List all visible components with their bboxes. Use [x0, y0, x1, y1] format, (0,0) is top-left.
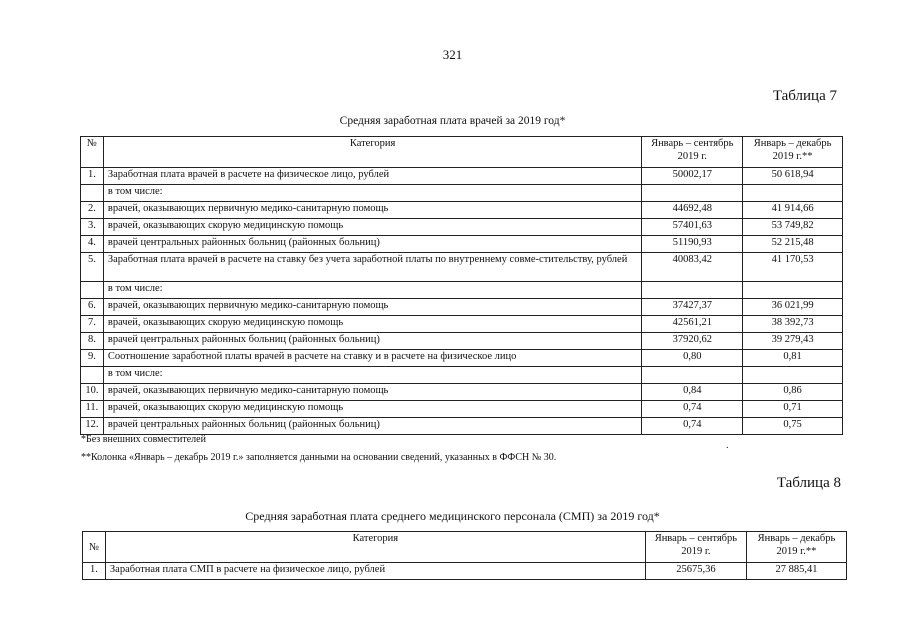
- row-category: врачей центральных районных больниц (районных больниц): [103, 333, 641, 350]
- row-category: Заработная плата врачей в расчете на ставку без учета заработной платы по внутреннему совме-стительству, рублей: [103, 253, 641, 282]
- table-7-title: Средняя заработная плата врачей за 2019 год*: [339, 115, 566, 127]
- row-value-jan-dec: 41 170,53: [743, 253, 843, 282]
- row-value-jan-dec: 0,81: [743, 350, 843, 367]
- table-row: [81, 367, 843, 384]
- table-row: [81, 384, 843, 401]
- row-value-jan-dec: 41 914,66: [743, 202, 843, 219]
- table-row: [81, 253, 843, 282]
- table-row: [81, 316, 843, 333]
- row-number: 2.: [81, 202, 104, 219]
- row-value-jan-sep: [642, 282, 743, 299]
- table-7-header-row: [81, 137, 843, 168]
- header-category: Категория: [103, 137, 641, 168]
- row-value-jan-sep: 57401,63: [642, 219, 743, 236]
- table-row: [83, 563, 847, 580]
- row-value-jan-dec: 36 021,99: [743, 299, 843, 316]
- row-value-jan-dec: [743, 282, 843, 299]
- row-number: 11.: [81, 401, 104, 418]
- row-category: Заработная плата врачей в расчете на физическое лицо, рублей: [103, 168, 641, 185]
- row-number: 9.: [81, 350, 104, 367]
- table-8-title: Средняя заработная плата среднего медицинского персонала (СМП) за 2019 год*: [245, 509, 660, 523]
- row-category: врачей, оказывающих первичную медико-санитарную помощь: [103, 384, 641, 401]
- row-number: 6.: [81, 299, 104, 316]
- table-8-header-row: [83, 532, 847, 563]
- row-value-jan-sep: [642, 367, 743, 384]
- row-value-jan-sep: 37920,62: [642, 333, 743, 350]
- row-value-jan-dec: 38 392,73: [743, 316, 843, 333]
- table-row: [81, 168, 843, 185]
- row-value-jan-sep: 0,80: [642, 350, 743, 367]
- table-row: [81, 418, 843, 435]
- row-number: 7.: [81, 316, 104, 333]
- header-category: Категория: [105, 532, 645, 563]
- row-value-jan-dec: 53 749,82: [743, 219, 843, 236]
- row-category: в том числе:: [103, 185, 641, 202]
- row-value-jan-sep: 0,74: [642, 418, 743, 435]
- row-category: Заработная плата СМП в расчете на физическое лицо, рублей: [105, 563, 645, 580]
- row-value-jan-sep: 44692,48: [642, 202, 743, 219]
- row-value-jan-dec: 0,75: [743, 418, 843, 435]
- row-value-jan-sep: 37427,37: [642, 299, 743, 316]
- row-category: врачей центральных районных больниц (районных больниц): [103, 418, 641, 435]
- row-value-jan-sep: 25675,36: [645, 563, 746, 580]
- row-value-jan-sep: 40083,42: [642, 253, 743, 282]
- table-row: [81, 236, 843, 253]
- row-number: [81, 282, 104, 299]
- row-value-jan-dec: 0,71: [743, 401, 843, 418]
- row-value-jan-sep: 51190,93: [642, 236, 743, 253]
- row-value-jan-dec: 52 215,48: [743, 236, 843, 253]
- row-value-jan-dec: 39 279,43: [743, 333, 843, 350]
- row-value-jan-dec: 27 885,41: [746, 563, 846, 580]
- table-row: [81, 350, 843, 367]
- row-number: [81, 185, 104, 202]
- table-7: [80, 136, 843, 435]
- row-category: врачей, оказывающих первичную медико-санитарную помощь: [103, 299, 641, 316]
- row-number: 1.: [81, 168, 104, 185]
- row-number: 4.: [81, 236, 104, 253]
- row-value-jan-sep: 0,84: [642, 384, 743, 401]
- row-value-jan-sep: 42561,21: [642, 316, 743, 333]
- table-row: [81, 299, 843, 316]
- row-value-jan-dec: 0,86: [743, 384, 843, 401]
- table-row: [81, 282, 843, 299]
- header-jan-dec: Январь – декабрь 2019 г.**: [743, 137, 843, 168]
- row-category: в том числе:: [103, 367, 641, 384]
- table-row: [81, 219, 843, 236]
- row-number: 3.: [81, 219, 104, 236]
- row-number: 1.: [83, 563, 106, 580]
- stray-mark: .: [726, 440, 729, 451]
- header-num: №: [83, 532, 106, 563]
- row-category: врачей, оказывающих скорую медицинскую помощь: [103, 316, 641, 333]
- header-jan-sep: Январь – сентябрь 2019 г.: [642, 137, 743, 168]
- page-number: 321: [442, 47, 463, 62]
- table-row: [81, 333, 843, 350]
- row-value-jan-sep: [642, 185, 743, 202]
- row-category: врачей, оказывающих скорую медицинскую помощь: [103, 401, 641, 418]
- footnote-2: **Колонка «Январь – декабрь 2019 г.» заполняется данными на основании сведений, указанных в ФФСН № 30.: [81, 452, 557, 463]
- header-jan-dec: Январь – декабрь 2019 г.**: [746, 532, 846, 563]
- row-value-jan-sep: 0,74: [642, 401, 743, 418]
- row-category: врачей, оказывающих первичную медико-санитарную помощь: [103, 202, 641, 219]
- row-number: 8.: [81, 333, 104, 350]
- row-number: 10.: [81, 384, 104, 401]
- row-value-jan-dec: [743, 185, 843, 202]
- row-category: Соотношение заработной платы врачей в расчете на ставку и в расчете на физическое лицо: [103, 350, 641, 367]
- table-7-caption: Таблица 7: [772, 88, 837, 104]
- row-number: 12.: [81, 418, 104, 435]
- row-number: [81, 367, 104, 384]
- row-number: 5.: [81, 253, 104, 282]
- row-value-jan-dec: 50 618,94: [743, 168, 843, 185]
- row-category: врачей центральных районных больниц (районных больниц): [103, 236, 641, 253]
- row-category: врачей, оказывающих скорую медицинскую помощь: [103, 219, 641, 236]
- table-row: [81, 401, 843, 418]
- table-8: [82, 531, 847, 580]
- header-jan-sep: Январь – сентябрь 2019 г.: [645, 532, 746, 563]
- row-value-jan-sep: 50002,17: [642, 168, 743, 185]
- footnote-1: *Без внешних совместителей: [81, 434, 206, 445]
- header-num: №: [81, 137, 104, 168]
- table-row: [81, 202, 843, 219]
- row-category: в том числе:: [103, 282, 641, 299]
- table-8-caption: Таблица 8: [776, 475, 841, 491]
- row-value-jan-dec: [743, 367, 843, 384]
- table-row: [81, 185, 843, 202]
